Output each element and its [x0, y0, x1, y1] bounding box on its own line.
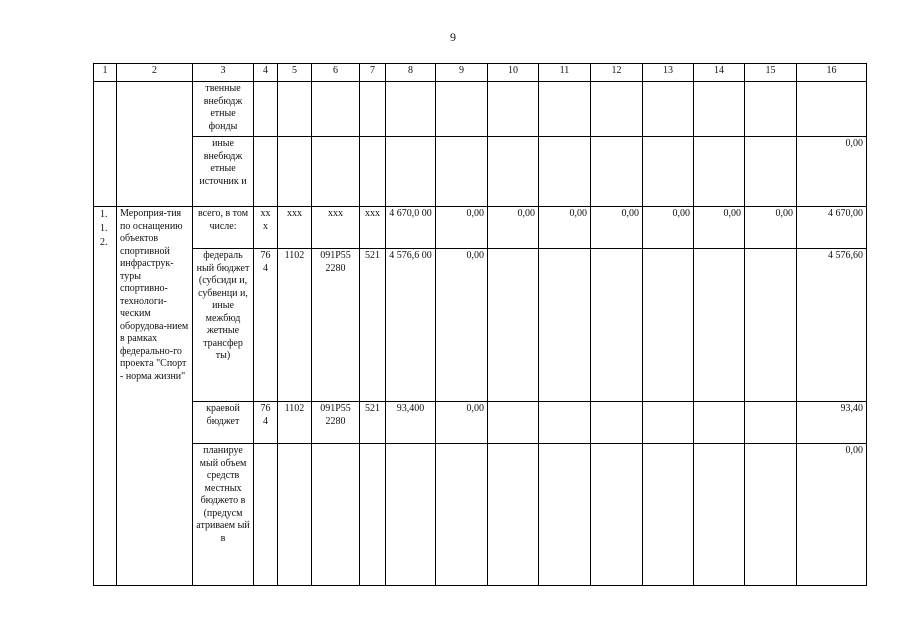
amount-cell: 0,00 — [488, 207, 539, 249]
amount-cell: 0,00 — [436, 402, 488, 444]
code-cell: 76 4 — [254, 249, 278, 402]
amount-cell: 0,00 — [643, 207, 694, 249]
table-row — [94, 82, 867, 137]
table-row — [94, 402, 867, 444]
header-cell: 15 — [745, 64, 797, 82]
amount-cell: 0,00 — [539, 207, 591, 249]
header-cell: 2 — [117, 64, 193, 82]
code-cell: 091P55 2280 — [312, 402, 360, 444]
header-cell: 12 — [591, 64, 643, 82]
amount-cell: 0,00 — [797, 444, 867, 586]
table-cell — [117, 82, 193, 207]
activity-name-cell: Мероприя-тия по оснащению объектов спортивной инфраструк-туры спортивно-технологи-ческим оборудова-нием в рамках федерально-го проекта "Спорт - норма жизни" — [117, 207, 193, 586]
header-cell: 4 — [254, 64, 278, 82]
code-cell: 521 — [360, 402, 386, 444]
amount-cell: 93,400 — [386, 402, 436, 444]
header-cell: 3 — [193, 64, 254, 82]
header-cell: 16 — [797, 64, 867, 82]
source-cell: краевой бюджет — [193, 402, 254, 444]
amount-cell: 0,00 — [694, 207, 745, 249]
source-cell: федераль ный бюджет (субсиди и, субвенци и, иные межбюд жетные трансфер ты) — [193, 249, 254, 402]
table-row — [94, 249, 867, 402]
code-cell: ххх — [278, 207, 312, 249]
header-cell: 1 — [94, 64, 117, 82]
header-cell: 8 — [386, 64, 436, 82]
table-row — [94, 207, 867, 249]
code-cell: 091P55 2280 — [312, 249, 360, 402]
amount-cell: 0,00 — [436, 249, 488, 402]
item-number-part: 2. — [100, 237, 108, 248]
code-cell: хх х — [254, 207, 278, 249]
table-row — [94, 137, 867, 207]
budget-table — [93, 63, 867, 586]
header-cell: 10 — [488, 64, 539, 82]
header-cell: 6 — [312, 64, 360, 82]
item-number-part: 1. — [100, 209, 108, 220]
header-cell: 5 — [278, 64, 312, 82]
amount-cell: 0,00 — [745, 207, 797, 249]
column-number-row — [94, 64, 867, 82]
amount-cell: 93,40 — [797, 402, 867, 444]
code-cell: ххх — [360, 207, 386, 249]
amount-cell: 4 576,6 00 — [386, 249, 436, 402]
amount-cell: 4 670,0 00 — [386, 207, 436, 249]
code-cell: 76 4 — [254, 402, 278, 444]
header-cell: 7 — [360, 64, 386, 82]
header-cell: 9 — [436, 64, 488, 82]
amount-cell: 4 576,60 — [797, 249, 867, 402]
source-cell: планируе мый объем средств местных бюджето в (предусм атриваем ый в — [193, 444, 254, 586]
source-cell: твенные внебюдж етные фонды — [193, 82, 254, 137]
header-cell: 13 — [643, 64, 694, 82]
code-cell: 1102 — [278, 249, 312, 402]
amount-cell: 0,00 — [797, 137, 867, 207]
item-number-cell — [94, 207, 117, 586]
code-cell: 1102 — [278, 402, 312, 444]
header-cell: 14 — [694, 64, 745, 82]
source-cell: иные внебюдж етные источник и — [193, 137, 254, 207]
table-row — [94, 444, 867, 586]
item-number-part: 1. — [100, 223, 108, 234]
amount-cell: 0,00 — [591, 207, 643, 249]
page-number: 9 — [450, 30, 456, 44]
table-cell — [94, 82, 117, 207]
code-cell: ххх — [312, 207, 360, 249]
amount-cell: 0,00 — [436, 207, 488, 249]
amount-cell: 4 670,00 — [797, 207, 867, 249]
source-cell: всего, в том числе: — [193, 207, 254, 249]
header-cell: 11 — [539, 64, 591, 82]
code-cell: 521 — [360, 249, 386, 402]
